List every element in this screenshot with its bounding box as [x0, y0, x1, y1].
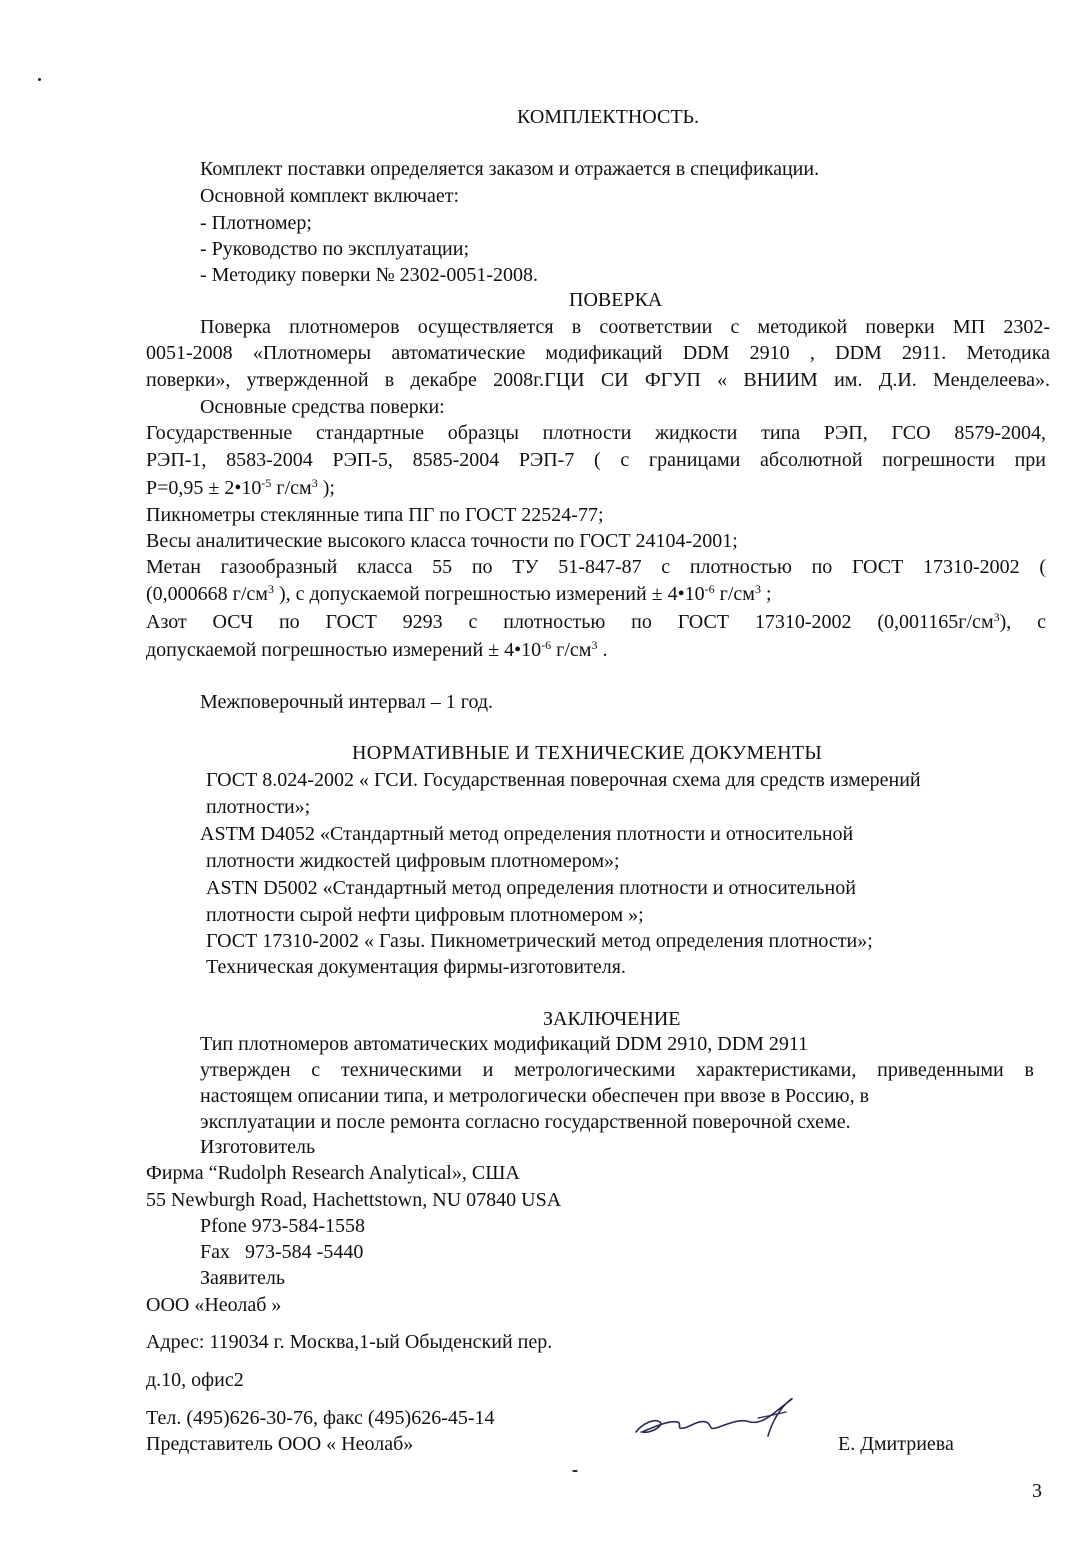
conclusion-line: Тип плотномеров автоматических модификаций DDM 2910, DDM 2911 — [200, 1033, 809, 1055]
normative-heading: НОРМАТИВНЫЕ И ТЕХНИЧЕСКИЕ ДОКУМЕНТЫ — [352, 742, 823, 764]
conclusion-line: эксплуатации и после ремонта согласно государственной поверочной схеме. — [200, 1111, 851, 1133]
verification-paragraph-line: поверки», утвержденной в декабре 2008г.ГЦИ СИ ФГУП « ВНИИМ им. Д.И. Менделеева». — [146, 369, 1050, 391]
normative-doc-line: плотности»; — [206, 796, 311, 818]
applicant-label: Заявитель — [200, 1267, 285, 1289]
conclusion-heading: ЗАКЛЮЧЕНИЕ — [543, 1008, 681, 1030]
verification-heading: ПОВЕРКА — [569, 289, 663, 311]
gso-line: $Р=0,95 \pm 2•10^{-5}$ $г/см^3$ ); — [146, 476, 335, 499]
completeness-item: - Руководство по эксплуатации; — [200, 238, 470, 260]
conclusion-line: утвержден с техническими и метрологическими характеристиками, приведенными в — [200, 1059, 1034, 1081]
normative-doc-line: ГОСТ 17310-2002 « Газы. Пикнометрический метод определения плотности»; — [206, 930, 873, 952]
handwritten-signature — [628, 1388, 808, 1448]
signer-name: Е. Дмитриева — [838, 1433, 954, 1455]
normative-doc-line: ASTM D4052 «Стандартный метод определения плотности и относительной — [200, 823, 854, 845]
pycnometer-line: Пикнометры стеклянные типа ПГ по ГОСТ 22524-77; — [146, 504, 604, 526]
completeness-line: Комплект поставки определяется заказом и отражается в спецификации. — [200, 158, 820, 180]
scan-speck — [38, 78, 41, 81]
manufacturer-fax: Fax 973-584 -5440 — [200, 1241, 364, 1263]
normative-doc-line: Техническая документация фирмы-изготовителя. — [206, 956, 626, 978]
verification-means-title: Основные средства поверки: — [200, 396, 445, 418]
applicant-name: ООО «Неолаб » — [146, 1294, 282, 1316]
representative-label: Представитель ООО « Неолаб» — [146, 1433, 414, 1455]
normative-doc-line: ASTN D5002 «Стандартный метод определения плотности и относительной — [206, 877, 856, 899]
normative-doc-line: плотности сырой нефти цифровым плотномером »; — [206, 904, 644, 926]
applicant-address: д.10, офис2 — [146, 1369, 244, 1391]
scan-speck — [572, 1470, 578, 1472]
manufacturer-label: Изготовитель — [200, 1136, 316, 1158]
conclusion-line: настоящем описании типа, и метрологически обеспечен при ввозе в Россию, в — [200, 1085, 870, 1107]
scales-line: Весы аналитические высокого класса точности по ГОСТ 24104-2001; — [146, 530, 738, 552]
verification-paragraph-line: 0051-2008 «Плотномеры автоматические модификаций DDM 2910 , DDM 2911. Методика — [146, 342, 1050, 364]
completeness-heading: КОМПЛЕКТНОСТЬ. — [517, 106, 700, 128]
completeness-line: Основной комплект включает: — [200, 185, 460, 207]
verification-interval: Межповерочный интервал – 1 год. — [200, 691, 494, 713]
gso-line: Государственные стандартные образцы плотности жидкости типа РЭП, ГСО 8579-2004, — [146, 422, 1046, 444]
manufacturer-phone: Pfone 973-584-1558 — [200, 1215, 365, 1237]
normative-doc-line: ГОСТ 8.024-2002 « ГСИ. Государственная поверочная схема для средств измерений — [206, 769, 921, 791]
manufacturer-address: 55 Newburgh Road, Hachettstown, NU 07840 USA — [146, 1189, 562, 1211]
completeness-item: - Методику поверки № 2302-0051-2008. — [200, 264, 538, 286]
page-number: 3 — [1032, 1480, 1042, 1502]
nitrogen-line: Азот ОСЧ по ГОСТ 9293 с плотностью по ГОСТ 17310-2002 $(0,001165г/см^3)$, с — [146, 610, 1047, 633]
applicant-phone: Тел. (495)626-30-76, факс (495)626-45-14 — [146, 1407, 495, 1429]
gso-line: РЭП-1, 8583-2004 РЭП-5, 8585-2004 РЭП-7 ( с границами абсолютной погрешности при — [146, 449, 1046, 471]
methane-line: (0,000668 $г/см^3$ ), с допускаемой погрешностью измерений ± $4•10^{-6}$ $г/см^3$ ; — [146, 582, 772, 605]
nitrogen-line: допускаемой погрешностью измерений ± $4•10^{-6}$ $г/см^3$ . — [146, 638, 608, 661]
normative-doc-line: плотности жидкостей цифровым плотномером»; — [206, 850, 620, 872]
methane-line: Метан газообразный класса 55 по ТУ 51-847-87 с плотностью по ГОСТ 17310-2002 ( — [146, 556, 1046, 578]
manufacturer-name: Фирма “Rudolph Research Analytical», США — [146, 1162, 520, 1184]
completeness-item: - Плотномер; — [200, 212, 312, 234]
verification-paragraph-line: Поверка плотномеров осуществляется в соответствии с методикой поверки МП 2302- — [200, 316, 1050, 338]
applicant-address: Адрес: 119034 г. Москва,1-ый Обыденский пер. — [146, 1331, 553, 1353]
